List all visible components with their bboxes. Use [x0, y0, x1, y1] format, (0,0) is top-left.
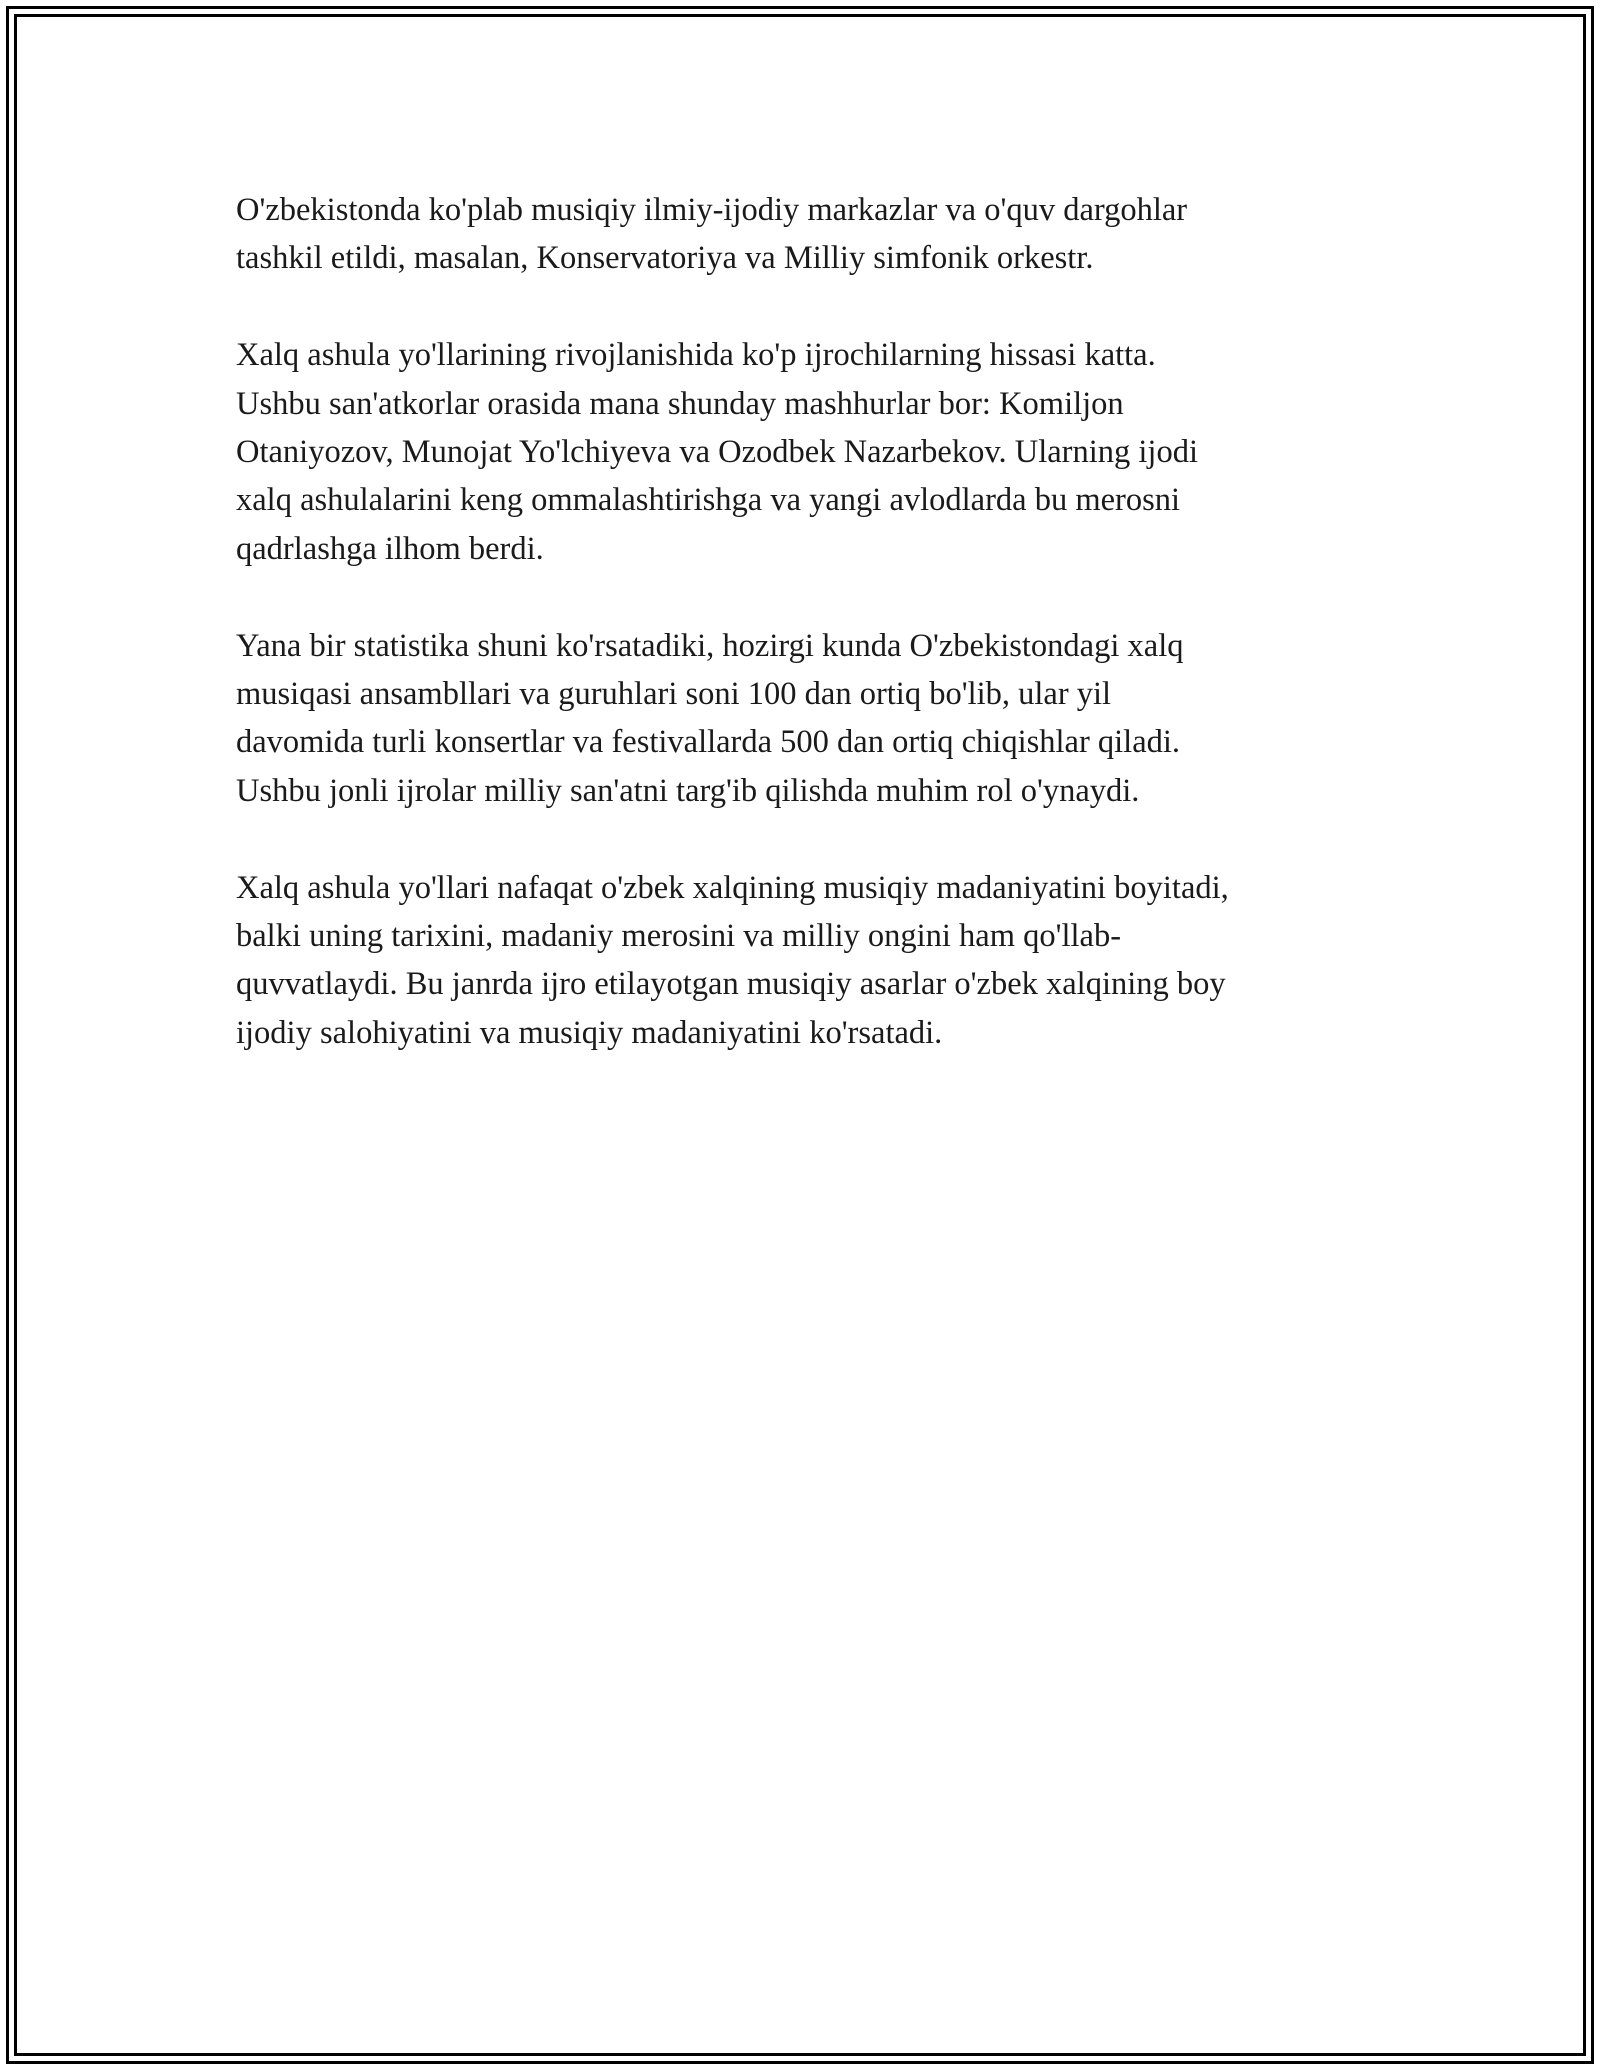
paragraph-line: Xalq ashula yo'llari nafaqat o'zbek xalqining musiqiy madaniyatini boyitadi, [236, 869, 1229, 906]
paragraph-line: Yana bir statistika shuni ko'rsatadiki, hozirgi kunda O'zbekistondagi xalq [236, 627, 1184, 664]
paragraph-line: qadrlashga ilhom berdi. [236, 530, 544, 567]
paragraph-line: ijodiy salohiyatini va musiqiy madaniyatini ko'rsatadi. [236, 1014, 943, 1051]
paragraph-1 [236, 186, 1366, 283]
paragraph-line: davomida turli konsertlar va festivallarda 500 dan ortiq chiqishlar qiladi. [236, 724, 1181, 761]
paragraph-line: Xalq ashula yo'llarining rivojlanishida ko'p ijrochilarning hissasi katta. [236, 337, 1156, 374]
paragraph-line: O'zbekistonda ko'plab musiqiy ilmiy-ijodiy markazlar va o'quv dargohlar [236, 192, 1188, 228]
paragraph-line: Ushbu san'atkorlar orasida mana shunday mashhurlar bor: Komiljon [236, 385, 1124, 422]
document-body [236, 186, 1366, 1106]
paragraph-3 [236, 622, 1366, 816]
paragraph-line: xalq ashulalarini keng ommalashtirishga va yangi avlodlarda bu merosni [236, 482, 1181, 519]
paragraph-line: Ushbu jonli ijrolar milliy san'atni targ'ib qilishda muhim rol o'ynaydi. [236, 772, 1140, 809]
paragraph-line: quvvatlaydi. Bu janrda ijro etilayotgan musiqiy asarlar o'zbek xalqining boy [236, 966, 1226, 1003]
paragraph-line: musiqasi ansambllari va guruhlari soni 100 dan ortiq bo'lib, ular yil [236, 676, 1112, 713]
paragraph-line: balki uning tarixini, madaniy merosini va milliy ongini ham qo'llab- [236, 918, 1122, 955]
paragraph-2 [236, 331, 1366, 573]
paragraph-4 [236, 864, 1366, 1058]
paragraph-line: Otaniyozov, Munojat Yo'lchiyeva va Ozodbek Nazarbekov. Ularning ijodi [236, 434, 1198, 471]
paragraph-line: tashkil etildi, masalan, Konservatoriya va Milliy simfonik orkestr. [236, 240, 1094, 277]
